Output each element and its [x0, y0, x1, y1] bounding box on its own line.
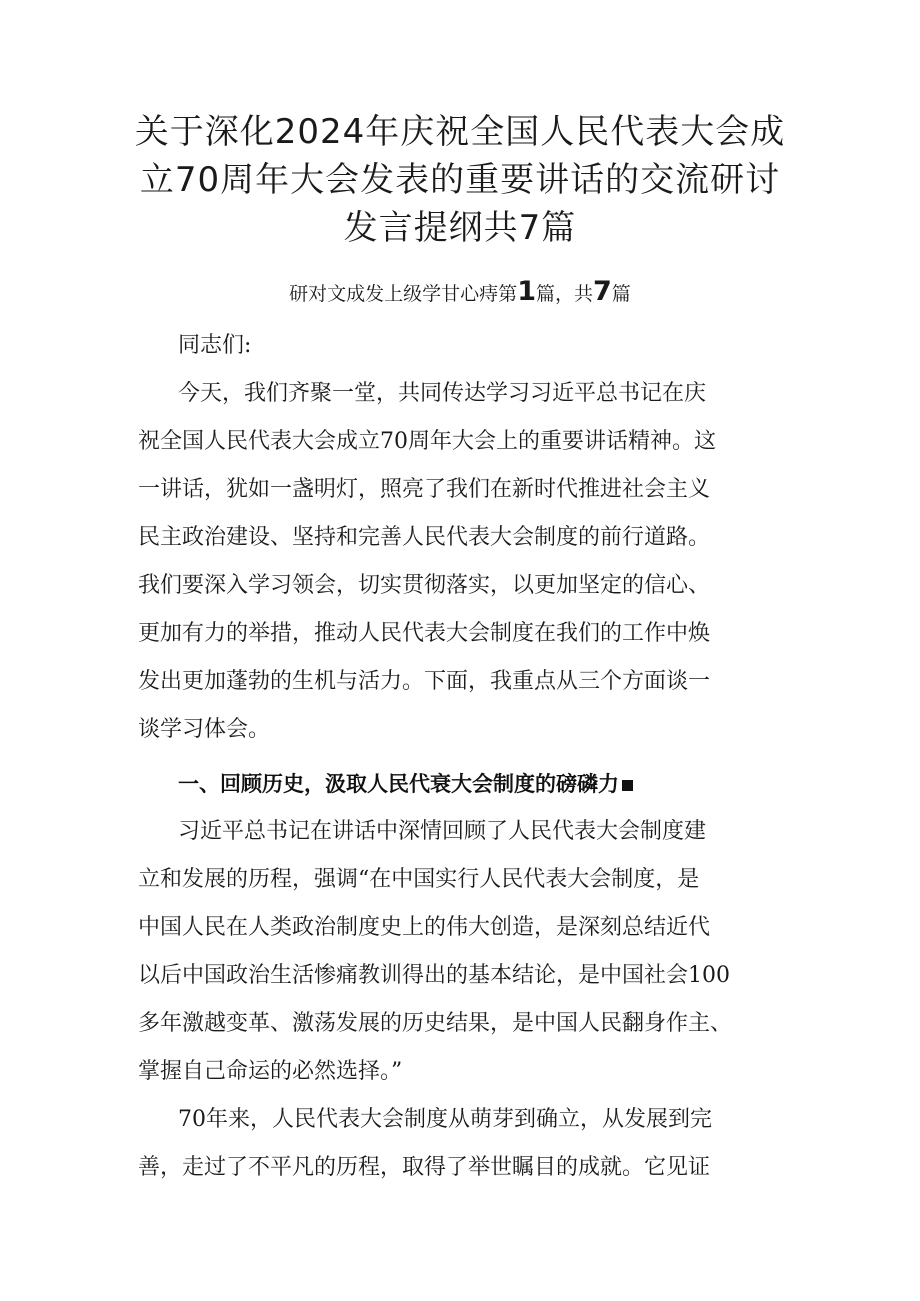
title-line-3: 发言提纲共7篇: [343, 208, 577, 248]
paragraph-2-line-1: 习近平总书记在讲话中深情回顾了人民代表大会制度建: [178, 819, 707, 844]
document-subtitle: [0, 275, 920, 311]
subtitle-suffix: 篇: [611, 283, 631, 305]
paragraph-2-line-6: 掌握自己命运的必然选择。”: [138, 1059, 403, 1084]
greeting: 同志们:: [178, 333, 252, 358]
paragraph-1-line-1: 今天，我们齐聚一堂，共同传达学习习近平总书记在庆: [178, 381, 707, 406]
paragraph-1-line-4: 民主政治建设、坚持和完善人民代表大会制度的前行道路。: [138, 525, 711, 550]
title-line-2: 立70周年大会发表的重要讲话的交流研讨: [139, 160, 781, 200]
paragraph-3-line-2: 善，走过了不平凡的历程，取得了举世瞩目的成就。它见证: [138, 1155, 711, 1180]
paragraph-1-line-8: 谈学习体会。: [138, 717, 271, 742]
paragraph-2-line-4: 以后中国政治生活惨痛教训得出的基本结论，是中国社会100: [138, 963, 730, 988]
document-title: [120, 108, 800, 252]
paragraph-3-line-1: 70年来，人民代表大会制度从萌芽到确立，从发展到完: [178, 1107, 712, 1132]
paragraph-2-line-5: 多年激越变革、激荡发展的历史结果，是中国人民翻身作主、: [138, 1011, 733, 1036]
paragraph-1-line-7: 发出更加蓬勃的生机与活力。下面，我重点从三个方面谈一: [138, 669, 711, 694]
paragraph-2-line-2: 立和发展的历程，强调“在中国实行人民代表大会制度，是: [138, 867, 700, 892]
subtitle-part-number: 1: [517, 276, 536, 307]
paragraph-1-line-2: 祝全国人民代表大会成立70周年大会上的重要讲话精神。这: [138, 429, 716, 454]
section-heading: [178, 764, 798, 804]
paragraph-1-line-3: 一讲话，犹如一盏明灯，照亮了我们在新时代推进社会主义: [138, 477, 711, 502]
subtitle-total-number: 7: [593, 276, 612, 307]
paragraph-1-line-5: 我们要深入学习领会，切实贯彻落实，以更加坚定的信心、: [138, 573, 711, 598]
section-heading-text: 一、回顾历史，汲取人民代衰大会制度的磅磷力: [178, 772, 619, 796]
square-bullet-icon: [622, 780, 633, 791]
paragraph-2-line-3: 中国人民在人类政治制度史上的伟大创造，是深刻总结近代: [138, 915, 711, 940]
subtitle-middle: 篇，共: [535, 283, 593, 305]
paragraph-1-line-6: 更加有力的举措，推动人民代表大会制度在我们的工作中焕: [138, 621, 711, 646]
title-line-1: 关于深化2024年庆祝全国人民代表大会成: [134, 112, 786, 152]
subtitle-prefix: 研对文成发上级学甘心痔第: [289, 283, 518, 305]
